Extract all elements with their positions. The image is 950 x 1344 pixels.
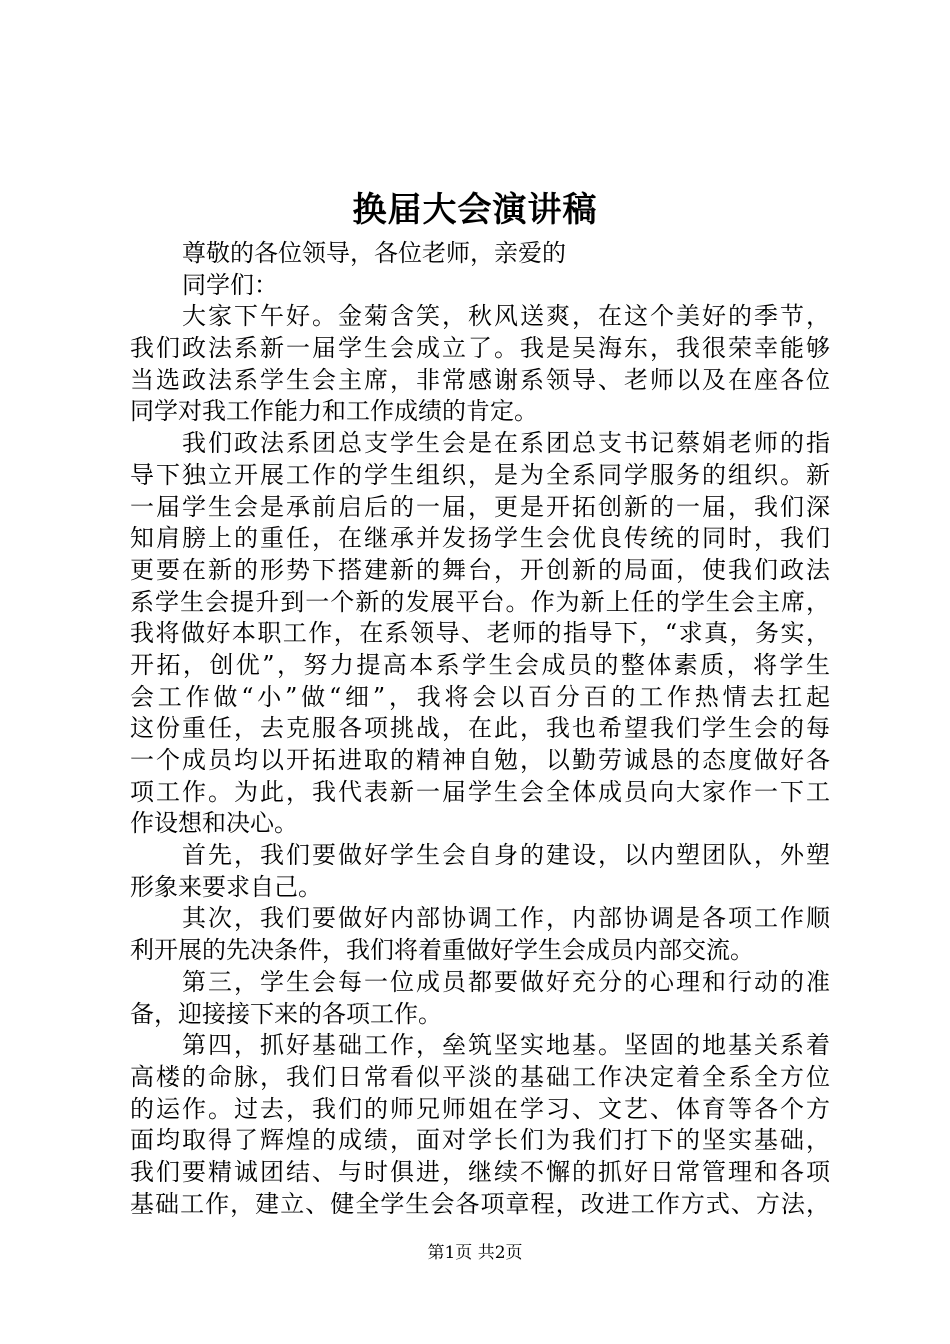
text-line: 备，迎接接下来的各项工作。 [130,999,442,1028]
text-line: 第三，学生会每一位成员都要做好充分的心理和行动的准 [182,967,830,996]
text-line: 同学们： [182,270,278,299]
text-line: 我们政法系新一届学生会成立了。我是吴海东，我很荣幸能够 [130,334,830,363]
text-line: 利开展的先决条件，我们将着重做好学生会成员内部交流。 [130,936,754,965]
text-line: 第四，抓好基础工作，垒筑坚实地基。坚固的地基关系着 [182,1031,830,1060]
text-line: 首先，我们要做好学生会自身的建设，以内塑团队，外塑 [182,841,830,870]
text-line: 我们政法系团总支学生会是在系团总支书记蔡娟老师的指 [182,429,830,458]
text-line: 一个成员均以开拓进取的精神自勉，以勤劳诚恳的态度做好各 [130,746,830,774]
text-line: 的运作。过去，我们的师兄师姐在学习、文艺、体育等各个方 [130,1094,830,1123]
text-line: 高楼的命脉，我们日常看似平淡的基础工作决定着全系全方位 [130,1062,830,1091]
text-line: 这份重任，去克服各项挑战，在此，我也希望我们学生会的每 [130,714,830,743]
text-line: 开拓，创优”，努力提高本系学生会成员的整体素质，将学生 [130,650,830,679]
text-line: 大家下午好。金菊含笑，秋风送爽，在这个美好的季节， [182,302,830,331]
text-line: 形象来要求自己。 [130,872,322,901]
text-line: 作设想和决心。 [130,809,298,838]
text-line: 一届学生会是承前启后的一届，更是开拓创新的一届，我们深 [130,492,830,521]
text-line: 我将做好本职工作，在系领导、老师的指导下，“求真，务实， [130,619,830,648]
text-line: 面均取得了辉煌的成绩，面对学长们为我们打下的坚实基础， [130,1126,830,1155]
document-title: 换届大会演讲稿 [352,190,598,230]
text-line: 我们要精诚团结、与时俱进，继续不懈的抓好日常管理和各项 [130,1157,830,1186]
text-line: 会工作做“小”做“细”，我将会以百分百的工作热情去扛起 [130,682,830,711]
text-line: 当选政法系学生会主席，非常感谢系领导、老师以及在座各位 [130,365,830,394]
text-line: 系学生会提升到一个新的发展平台。作为新上任的学生会主席， [130,587,830,616]
text-line: 其次，我们要做好内部协调工作，内部协调是各项工作顺 [182,904,830,933]
text-line: 更要在新的形势下搭建新的舞台，开创新的局面，使我们政法 [130,555,830,584]
text-line: 项工作。为此，我代表新一届学生会全体成员向大家作一下工 [130,777,830,806]
document-body [130,238,830,1220]
text-line: 导下独立开展工作的学生组织，是为全系同学服务的组织。新 [130,460,830,489]
text-line: 尊敬的各位领导，各位老师，亲爱的 [182,239,566,267]
page-footer: 第1页 共2页 [427,1243,523,1263]
text-line: 知肩膀上的重任，在继承并发扬学生会优良传统的同时，我们 [130,524,830,553]
text-line: 同学对我工作能力和工作成绩的肯定。 [130,397,538,426]
text-line: 基础工作，建立、健全学生会各项章程，改进工作方式、方法， [130,1189,830,1218]
